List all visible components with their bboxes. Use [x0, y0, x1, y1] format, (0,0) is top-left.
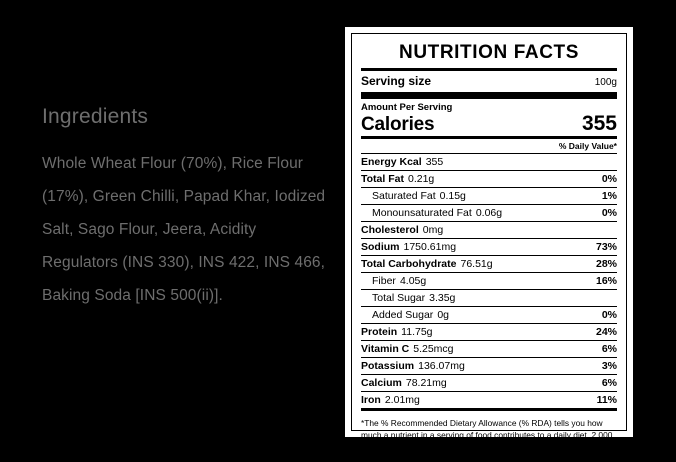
amount-per-serving-label: Amount Per Serving — [361, 102, 453, 113]
nutrient-daily-value: 0% — [601, 173, 617, 185]
nutrient-daily-value: 6% — [601, 343, 617, 355]
nutrient-amount: 5.25mcg — [413, 343, 454, 355]
calories-row — [361, 113, 617, 136]
nutrient-amount: 3.35g — [429, 292, 456, 304]
nutrient-row — [361, 307, 617, 323]
nutrient-row — [361, 290, 617, 306]
nutrient-row — [361, 392, 617, 408]
ingredients-panel — [42, 105, 332, 312]
nutrient-daily-value: 1% — [601, 190, 617, 202]
nutrient-name: Calcium — [361, 377, 402, 389]
nutrient-amount: 0.21g — [407, 173, 435, 185]
nutrient-rows — [361, 154, 617, 411]
nutrition-footnote: *The % Recommended Dietary Allowance (% RDA) tells you how much a nutrient in a serving of food contributes to a daily diet. 2,000 Kcal Energy a day is used for general nutrition advice. — [361, 418, 613, 453]
nutrient-name: Total Carbohydrate — [361, 258, 457, 270]
nutrient-amount: 0.15g — [439, 190, 466, 202]
nutrient-amount: 1750.61mg — [403, 241, 457, 253]
nutrient-daily-value: 6% — [601, 377, 617, 389]
nutrient-name: Total Sugar — [372, 292, 426, 304]
nutrient-daily-value: 73% — [595, 241, 617, 253]
nutrient-name: Added Sugar — [372, 309, 434, 321]
divider — [361, 92, 617, 99]
daily-value-header: % Daily Value* — [558, 141, 617, 151]
nutrient-daily-value: 24% — [595, 326, 617, 338]
nutrient-name: Fiber — [372, 275, 396, 287]
nutrient-name: Iron — [361, 394, 381, 406]
nutrient-name: Total Fat — [361, 173, 404, 185]
nutrient-name: Saturated Fat — [372, 190, 436, 202]
nutrient-row — [361, 324, 617, 340]
nutrient-amount: 2.01mg — [384, 394, 420, 406]
nutrient-row — [361, 239, 617, 255]
nutrient-amount: 76.51g — [460, 258, 493, 270]
nutrient-name: Potassium — [361, 360, 415, 372]
nutrient-daily-value: 3% — [601, 360, 617, 372]
calories-value: 355 — [581, 112, 617, 135]
nutrient-daily-value: 0% — [601, 309, 617, 321]
nutrition-facts-title: NUTRITION FACTS — [399, 42, 579, 63]
nutrient-name: Energy Kcal — [361, 156, 422, 168]
nutrient-row — [361, 273, 617, 289]
nutrient-row — [361, 171, 617, 187]
nutrition-facts-inner — [351, 33, 627, 453]
nutrient-amount: 4.05g — [399, 275, 427, 287]
serving-size-value: 100g — [594, 77, 617, 88]
nutrient-amount: 11.75g — [401, 326, 433, 338]
nutrient-amount: 0.06g — [475, 207, 503, 219]
nutrient-daily-value: 28% — [595, 258, 617, 270]
nutrient-amount: 355 — [425, 156, 444, 168]
nutrient-row — [361, 256, 617, 272]
nutrient-name: Sodium — [361, 241, 400, 253]
serving-size-row — [361, 71, 617, 92]
nutrition-facts-card — [345, 27, 633, 453]
ingredients-text: Whole Wheat Flour (70%), Rice Flour (17%), Green Chilli, Papad Khar, Iodized Salt, Sago Flour, Jeera, Acidity Regulators (INS 330), INS 422, INS 466, Baking Soda [INS 500(ii)]. — [42, 155, 326, 304]
nutrient-row — [361, 358, 617, 374]
nutrient-row — [361, 188, 617, 204]
nutrient-amount: 0g — [437, 309, 449, 321]
nutrient-name: Protein — [361, 326, 398, 338]
nutrient-amount: 0mg — [422, 224, 444, 236]
nutrient-row — [361, 154, 617, 170]
nutrient-daily-value: 11% — [596, 394, 617, 406]
nutrient-amount: 78.21mg — [405, 377, 447, 389]
nutrient-daily-value: 16% — [595, 275, 617, 287]
nutrient-name: Cholesterol — [361, 224, 419, 236]
ingredients-title: Ingredients — [42, 105, 149, 128]
nutrient-row — [361, 205, 617, 221]
nutrient-row — [361, 341, 617, 357]
nutrient-amount: 136.07mg — [418, 360, 465, 372]
nutrient-name: Vitamin C — [361, 343, 410, 355]
nutrient-name: Monounsaturated Fat — [372, 207, 472, 219]
serving-size-label: Serving size — [361, 74, 432, 88]
nutrient-row — [361, 222, 617, 238]
nutrient-row — [361, 375, 617, 391]
nutrient-daily-value: 0% — [601, 207, 617, 219]
calories-label: Calories — [361, 114, 435, 135]
